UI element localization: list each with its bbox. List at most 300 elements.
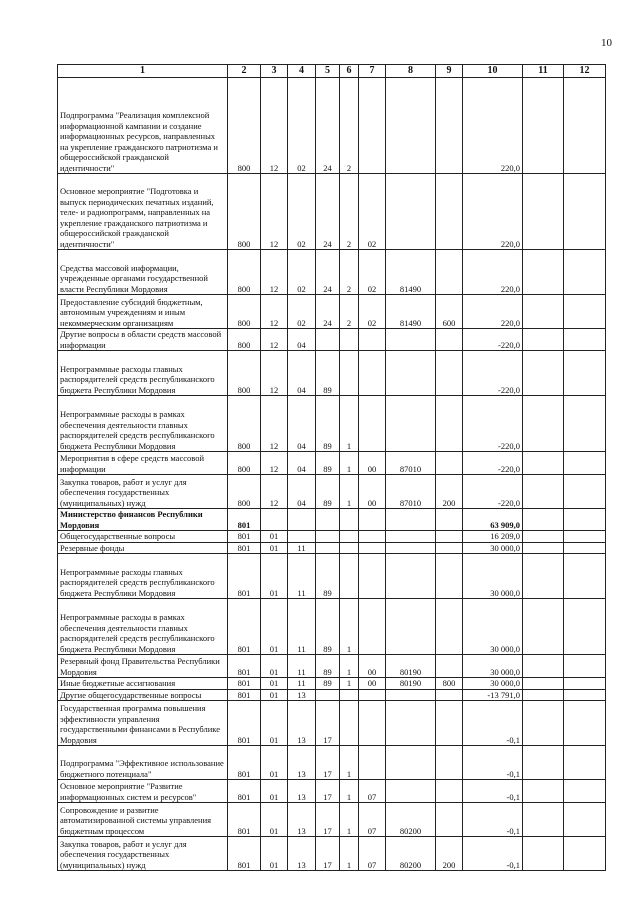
main-admin-code: 801 [228,746,261,780]
main-admin-code: 800 [228,250,261,295]
col-11 [523,351,564,396]
direction-code: 80200 [386,803,436,837]
table-row [58,78,606,174]
expense-type-code [436,554,463,599]
col-12 [564,689,606,701]
section-code: 01 [261,678,288,690]
col-12 [564,396,606,452]
section-code [261,509,288,531]
section-code: 01 [261,599,288,655]
subsection-code: 13 [288,837,316,871]
item-name: Предоставление субсидий бюджетным, автономным учреждениям и иным некоммерческим организациям [58,295,228,329]
col-11 [523,531,564,543]
subsection-code: 13 [288,746,316,780]
budget-table [57,64,606,871]
main-admin-code: 801 [228,542,261,554]
subprogram-code [340,509,359,531]
item-name: Подпрограмма "Реализация комплексной информационной кампании и создание информационных ресурсов, направленных на укрепление гражданского патриотизма и общероссийской гражданской идентичности" [58,78,228,174]
column-header: 1 [58,65,228,78]
section-code: 12 [261,329,288,351]
main-admin-code: 801 [228,701,261,746]
amount: -220,0 [463,475,523,509]
main-admin-code: 801 [228,531,261,543]
direction-code [386,599,436,655]
event-code [359,329,386,351]
table-header-row [58,65,606,78]
col-11 [523,295,564,329]
amount: -220,0 [463,452,523,475]
item-name: Общегосударственные вопросы [58,531,228,543]
main-admin-code: 800 [228,475,261,509]
event-code [359,542,386,554]
event-code: 00 [359,655,386,678]
table-row [58,351,606,396]
item-name: Министерство финансов Республики Мордовия [58,509,228,531]
item-name: Резервный фонд Правительства Республики Мордовия [58,655,228,678]
event-code [359,554,386,599]
expense-type-code [436,78,463,174]
event-code [359,78,386,174]
amount: 30 000,0 [463,655,523,678]
subprogram-code: 1 [340,780,359,803]
col-12 [564,295,606,329]
subprogram-code: 1 [340,396,359,452]
subprogram-code: 2 [340,250,359,295]
column-header: 6 [340,65,359,78]
direction-code [386,701,436,746]
expense-type-code [436,599,463,655]
subprogram-code [340,351,359,396]
col-11 [523,174,564,250]
direction-code [386,780,436,803]
subprogram-code [340,701,359,746]
subsection-code: 02 [288,295,316,329]
item-name: Государственная программа повышения эффективности управления государственными финансами в Республике Мордовия [58,701,228,746]
table-row [58,689,606,701]
column-header: 7 [359,65,386,78]
table-row [58,655,606,678]
table-row [58,509,606,531]
expense-type-code [436,509,463,531]
table-row [58,837,606,871]
event-code [359,701,386,746]
col-12 [564,509,606,531]
subprogram-code: 1 [340,452,359,475]
table-row [58,174,606,250]
col-12 [564,837,606,871]
section-code: 12 [261,174,288,250]
amount: -0,1 [463,746,523,780]
subsection-code: 04 [288,452,316,475]
subprogram-code: 1 [340,678,359,690]
expense-type-code [436,689,463,701]
section-code: 01 [261,542,288,554]
item-name: Непрограммные расходы в рамках обеспечения деятельности главных распорядителей средств республиканского бюджета Республики Мордовия [58,396,228,452]
expense-type-code [436,701,463,746]
col-11 [523,746,564,780]
col-11 [523,803,564,837]
program-code: 89 [316,554,340,599]
section-code: 01 [261,746,288,780]
subprogram-code: 1 [340,655,359,678]
main-admin-code: 800 [228,396,261,452]
item-name: Закупка товаров, работ и услуг для обеспечения государственных (муниципальных) нужд [58,475,228,509]
main-admin-code: 801 [228,803,261,837]
program-code: 17 [316,837,340,871]
col-12 [564,329,606,351]
table-row [58,746,606,780]
column-header: 11 [523,65,564,78]
subprogram-code: 1 [340,599,359,655]
item-name: Другие вопросы в области средств массовой информации [58,329,228,351]
program-code: 17 [316,746,340,780]
main-admin-code: 801 [228,554,261,599]
col-11 [523,678,564,690]
expense-type-code [436,746,463,780]
expense-type-code [436,531,463,543]
direction-code [386,174,436,250]
section-code: 01 [261,803,288,837]
subprogram-code: 1 [340,746,359,780]
main-admin-code: 800 [228,351,261,396]
col-12 [564,174,606,250]
direction-code [386,746,436,780]
direction-code: 80200 [386,837,436,871]
subsection-code: 04 [288,396,316,452]
main-admin-code: 801 [228,837,261,871]
subprogram-code: 2 [340,295,359,329]
program-code: 89 [316,599,340,655]
main-admin-code: 800 [228,78,261,174]
table-row [58,599,606,655]
event-code [359,531,386,543]
subsection-code: 11 [288,542,316,554]
direction-code: 80190 [386,655,436,678]
col-11 [523,701,564,746]
section-code: 12 [261,475,288,509]
col-11 [523,250,564,295]
main-admin-code: 800 [228,452,261,475]
section-code: 12 [261,452,288,475]
expense-type-code [436,452,463,475]
expense-type-code [436,351,463,396]
main-admin-code: 801 [228,780,261,803]
direction-code: 87010 [386,475,436,509]
table-row [58,542,606,554]
main-admin-code: 801 [228,599,261,655]
subsection-code: 02 [288,78,316,174]
direction-code: 87010 [386,452,436,475]
item-name: Другие общегосударственные вопросы [58,689,228,701]
main-admin-code: 801 [228,655,261,678]
col-11 [523,396,564,452]
subsection-code: 02 [288,174,316,250]
direction-code [386,509,436,531]
subsection-code: 11 [288,678,316,690]
subsection-code: 13 [288,780,316,803]
subprogram-code [340,531,359,543]
column-header: 3 [261,65,288,78]
col-11 [523,475,564,509]
col-11 [523,542,564,554]
table-row [58,396,606,452]
subprogram-code: 1 [340,803,359,837]
amount: 16 209,0 [463,531,523,543]
program-code: 89 [316,655,340,678]
col-12 [564,746,606,780]
col-11 [523,837,564,871]
subsection-code: 11 [288,554,316,599]
direction-code [386,689,436,701]
program-code: 17 [316,780,340,803]
col-12 [564,250,606,295]
col-12 [564,531,606,543]
subprogram-code [340,329,359,351]
col-11 [523,509,564,531]
item-name: Сопровождение и развитие автоматизированной системы управления бюджетным процессом [58,803,228,837]
item-name: Средства массовой информации, учрежденные органами государственной власти Республики Мордовия [58,250,228,295]
program-code: 24 [316,295,340,329]
section-code: 01 [261,531,288,543]
item-name: Основное мероприятие "Подготовка и выпуск периодических печатных изданий, теле- и радиопрограмм, направленных на укрепление гражданского патриотизма и общероссийской гражданской идентичности" [58,174,228,250]
subsection-code: 04 [288,329,316,351]
program-code: 17 [316,803,340,837]
program-code [316,689,340,701]
event-code: 00 [359,475,386,509]
section-code: 01 [261,780,288,803]
subprogram-code: 2 [340,78,359,174]
amount: 30 000,0 [463,599,523,655]
direction-code: 81490 [386,295,436,329]
event-code: 02 [359,295,386,329]
column-header: 10 [463,65,523,78]
direction-code [386,542,436,554]
table-row [58,780,606,803]
item-name: Непрограммные расходы главных распорядителей средств республиканского бюджета Республики Мордовия [58,351,228,396]
col-12 [564,599,606,655]
column-header: 12 [564,65,606,78]
expense-type-code [436,174,463,250]
subsection-code: 04 [288,351,316,396]
amount: 63 909,0 [463,509,523,531]
item-name: Мероприятия в сфере средств массовой информации [58,452,228,475]
amount: -0,1 [463,803,523,837]
direction-code [386,351,436,396]
main-admin-code: 800 [228,295,261,329]
table-row [58,678,606,690]
amount: 220,0 [463,78,523,174]
event-code: 02 [359,250,386,295]
table-row [58,701,606,746]
column-header: 9 [436,65,463,78]
table-body [58,78,606,871]
program-code: 24 [316,250,340,295]
program-code [316,329,340,351]
program-code: 24 [316,78,340,174]
main-admin-code: 801 [228,689,261,701]
section-code: 12 [261,78,288,174]
amount: -0,1 [463,837,523,871]
main-admin-code: 800 [228,329,261,351]
expense-type-code: 600 [436,295,463,329]
amount: -0,1 [463,780,523,803]
program-code [316,509,340,531]
event-code [359,509,386,531]
col-12 [564,701,606,746]
direction-code [386,78,436,174]
section-code: 01 [261,554,288,599]
col-11 [523,655,564,678]
col-12 [564,678,606,690]
program-code: 17 [316,701,340,746]
subsection-code [288,531,316,543]
direction-code [386,531,436,543]
col-11 [523,329,564,351]
direction-code [386,396,436,452]
item-name: Непрограммные расходы главных распорядителей средств республиканского бюджета Республики Мордовия [58,554,228,599]
subsection-code: 13 [288,689,316,701]
event-code [359,396,386,452]
amount: -0,1 [463,701,523,746]
col-12 [564,554,606,599]
program-code: 89 [316,351,340,396]
event-code [359,746,386,780]
direction-code [386,554,436,599]
subsection-code: 04 [288,475,316,509]
event-code: 07 [359,780,386,803]
subsection-code [288,509,316,531]
expense-type-code [436,780,463,803]
program-code [316,542,340,554]
section-code: 01 [261,837,288,871]
table-row [58,329,606,351]
subsection-code: 02 [288,250,316,295]
subprogram-code: 2 [340,174,359,250]
subprogram-code: 1 [340,475,359,509]
event-code: 07 [359,837,386,871]
direction-code [386,329,436,351]
expense-type-code: 200 [436,837,463,871]
section-code: 12 [261,250,288,295]
col-11 [523,554,564,599]
subsection-code: 13 [288,701,316,746]
expense-type-code [436,250,463,295]
section-code: 12 [261,295,288,329]
col-12 [564,542,606,554]
event-code: 00 [359,452,386,475]
subprogram-code [340,554,359,599]
expense-type-code [436,329,463,351]
col-11 [523,599,564,655]
item-name: Основное мероприятие "Развитие информационных систем и ресурсов" [58,780,228,803]
expense-type-code [436,803,463,837]
program-code: 89 [316,396,340,452]
subsection-code: 11 [288,655,316,678]
subsection-code: 13 [288,803,316,837]
table-row [58,250,606,295]
program-code: 89 [316,678,340,690]
section-code: 01 [261,689,288,701]
section-code: 12 [261,396,288,452]
col-12 [564,780,606,803]
amount: -220,0 [463,396,523,452]
amount: 30 000,0 [463,554,523,599]
table-row [58,295,606,329]
subprogram-code: 1 [340,837,359,871]
section-code: 01 [261,655,288,678]
event-code [359,351,386,396]
subsection-code: 11 [288,599,316,655]
table-row [58,803,606,837]
program-code [316,531,340,543]
program-code: 24 [316,174,340,250]
item-name: Резервные фонды [58,542,228,554]
program-code: 89 [316,452,340,475]
col-12 [564,351,606,396]
item-name: Иные бюджетные ассигнования [58,678,228,690]
table-row [58,475,606,509]
amount: 220,0 [463,295,523,329]
col-11 [523,78,564,174]
column-header: 5 [316,65,340,78]
event-code: 02 [359,174,386,250]
event-code [359,689,386,701]
col-11 [523,452,564,475]
expense-type-code: 800 [436,678,463,690]
event-code: 00 [359,678,386,690]
main-admin-code: 801 [228,678,261,690]
col-12 [564,452,606,475]
expense-type-code [436,396,463,452]
program-code: 89 [316,475,340,509]
amount: 30 000,0 [463,542,523,554]
item-name: Закупка товаров, работ и услуг для обеспечения государственных (муниципальных) нужд [58,837,228,871]
col-12 [564,803,606,837]
table-row [58,531,606,543]
column-header: 2 [228,65,261,78]
col-11 [523,780,564,803]
amount: 220,0 [463,174,523,250]
section-code: 01 [261,701,288,746]
col-12 [564,655,606,678]
direction-code: 81490 [386,250,436,295]
expense-type-code: 200 [436,475,463,509]
amount: 220,0 [463,250,523,295]
col-11 [523,689,564,701]
table-row [58,554,606,599]
amount: -13 791,0 [463,689,523,701]
column-header: 8 [386,65,436,78]
col-12 [564,475,606,509]
section-code: 12 [261,351,288,396]
item-name: Подпрограмма "Эффективное использование бюджетного потенциала" [58,746,228,780]
amount: 30 000,0 [463,678,523,690]
column-header: 4 [288,65,316,78]
page-number: 10 [601,37,612,49]
table-row [58,452,606,475]
main-admin-code: 801 [228,509,261,531]
event-code [359,599,386,655]
subprogram-code [340,542,359,554]
expense-type-code [436,655,463,678]
item-name: Непрограммные расходы в рамках обеспечения деятельности главных распорядителей средств республиканского бюджета Республики Мордовия [58,599,228,655]
expense-type-code [436,542,463,554]
amount: -220,0 [463,329,523,351]
col-12 [564,78,606,174]
subprogram-code [340,689,359,701]
direction-code: 80190 [386,678,436,690]
event-code: 07 [359,803,386,837]
